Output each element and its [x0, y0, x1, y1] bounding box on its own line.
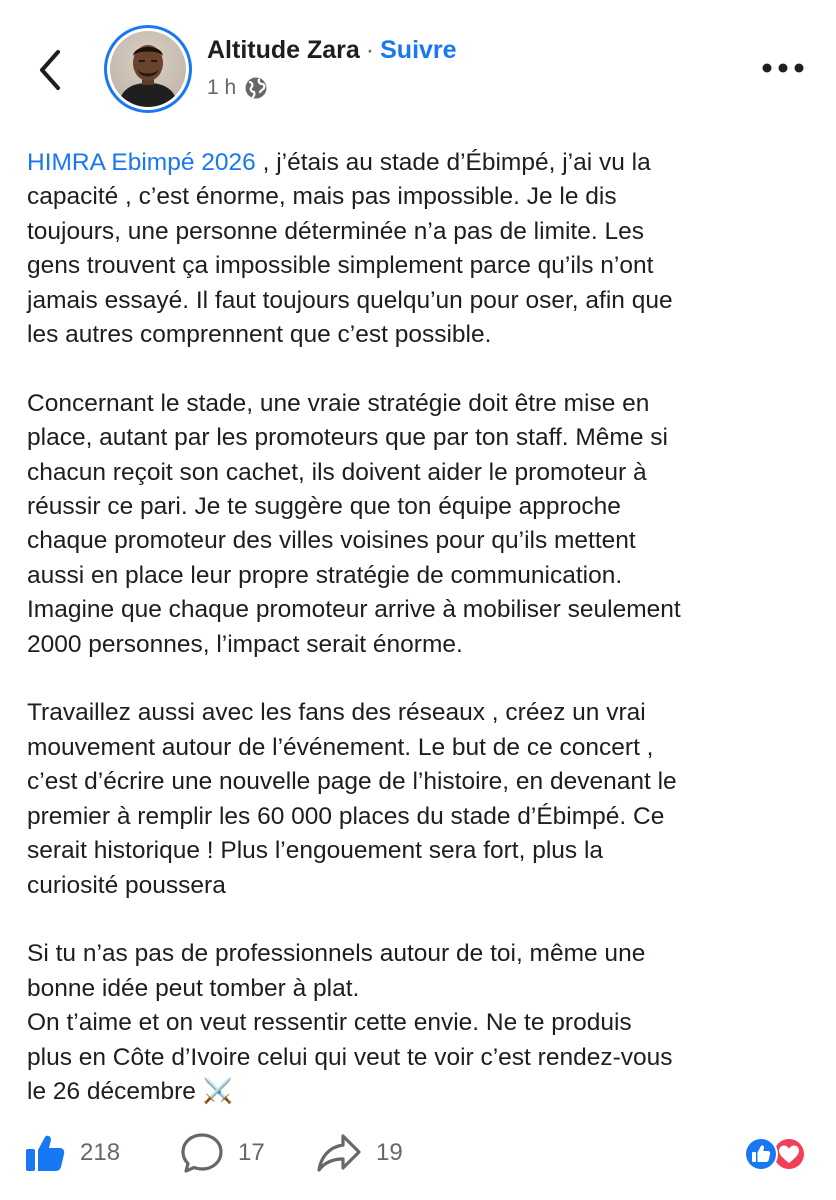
- text-line: serait historique ! Plus l’engouement sera fort, plus la: [27, 837, 604, 865]
- separator-dot: ·: [365, 36, 375, 64]
- text-line: toujours, une personne déterminée n’a pas de limite. Les: [27, 217, 644, 245]
- text-line: jamais essayé. Il faut toujours quelqu’un pour oser, afin que: [27, 286, 673, 314]
- text-line: réussir ce pari. Je te suggère que ton équipe approche: [27, 493, 621, 521]
- reaction-summary[interactable]: [742, 1136, 808, 1172]
- text-line: place, autant par les promoteurs que par ton staff. Même si: [27, 424, 668, 452]
- more-options-button[interactable]: [760, 56, 806, 80]
- like-count: 218: [80, 1139, 121, 1166]
- avatar[interactable]: [104, 25, 192, 113]
- text-line: curiosité poussera: [27, 871, 226, 899]
- post-time[interactable]: 1 h: [207, 76, 237, 99]
- post-meta: [207, 76, 268, 100]
- text-line: les autres comprennent que c’est possible.: [27, 321, 492, 349]
- back-button[interactable]: [32, 46, 72, 94]
- back-arrow-icon: [32, 46, 72, 94]
- text-line: Imagine que chaque promoteur arrive à mobiliser seulement: [27, 596, 681, 624]
- text-line: 2000 personnes, l’impact serait énorme.: [27, 630, 463, 658]
- text-line: On t’aime et on veut ressentir cette envie. Ne te produis: [27, 1009, 632, 1037]
- like-icon: [24, 1132, 66, 1174]
- paragraph-3: [27, 696, 817, 902]
- text-line: capacité , c’est énorme, mais pas impossible. Je le dis: [27, 183, 617, 211]
- text-line: chacun reçoit son cachet, ils doivent aider le promoteur à: [27, 458, 647, 486]
- hashtag-link[interactable]: HIMRA Ebimpé 2026: [27, 149, 256, 176]
- text-line: chaque promoteur des villes voisines pour qu’ils mettent: [27, 527, 636, 555]
- author-line: [207, 36, 457, 65]
- comment-button[interactable]: [180, 1130, 265, 1176]
- like-reaction-icon: [744, 1137, 778, 1171]
- text-line: Concernant le stade, une vraie stratégie doit être mise en: [27, 389, 650, 417]
- text-line: HIMRA Ebimpé 2026 , j’étais au stade d’Ébimpé, j’ai vu la: [27, 149, 651, 176]
- paragraph-4: [27, 937, 817, 1109]
- text-line: aussi en place leur propre stratégie de communication.: [27, 561, 623, 589]
- globe-icon: [244, 76, 268, 100]
- comment-count: 17: [238, 1139, 265, 1166]
- post-actions: [0, 1130, 836, 1180]
- text-line: bonne idée peut tomber à plat.: [27, 974, 360, 1002]
- share-count: 19: [376, 1139, 403, 1166]
- share-button[interactable]: [316, 1130, 403, 1176]
- like-button[interactable]: [24, 1130, 120, 1176]
- text-line: Si tu n’as pas de professionnels autour de toi, même une: [27, 940, 646, 968]
- text-line: plus en Côte d’Ivoire celui qui veut te voir c’est rendez-vous: [27, 1043, 673, 1071]
- text-line: mouvement autour de l’événement. Le but de ce concert ,: [27, 733, 654, 761]
- text-line: le 26 décembre ⚔️: [27, 1077, 234, 1105]
- paragraph-2: [27, 387, 817, 662]
- text-line: Travaillez aussi avec les fans des réseaux , créez un vrai: [27, 699, 646, 727]
- more-icon: [760, 56, 806, 80]
- text-line: c’est d’écrire une nouvelle page de l’histoire, en devenant le: [27, 768, 677, 796]
- follow-button[interactable]: Suivre: [380, 36, 457, 64]
- comment-icon: [180, 1132, 224, 1174]
- text-line: premier à remplir les 60 000 places du stade d’Ébimpé. Ce: [27, 802, 665, 830]
- author-name[interactable]: Altitude Zara: [207, 36, 360, 64]
- post-header: [0, 0, 836, 130]
- post-body: [27, 146, 817, 1109]
- share-icon: [316, 1132, 362, 1174]
- avatar-photo: [110, 31, 186, 107]
- paragraph-1: [27, 146, 817, 352]
- text-line: gens trouvent ça impossible simplement parce qu’ils n’ont: [27, 252, 654, 280]
